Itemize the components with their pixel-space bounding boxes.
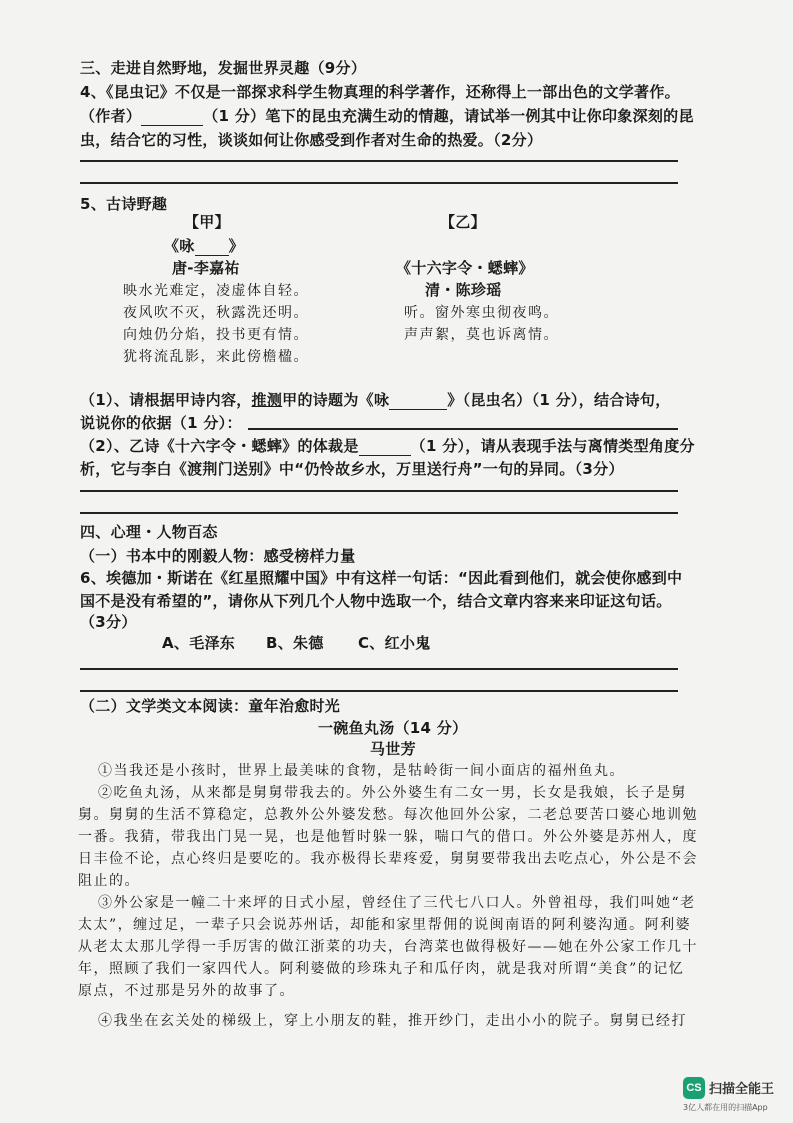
poem-yi-line: 声声絮，莫也诉离情。 <box>404 327 559 343</box>
story-title: 一碗鱼丸汤（14 分） <box>318 719 468 737</box>
story-paragraph-line: 原点，不过那是另外的故事了。 <box>78 983 295 999</box>
poem-jia-line: 夜风吹不灭，秋露洗还明。 <box>123 305 309 321</box>
q4-answer-line-2[interactable] <box>80 182 678 184</box>
question-4-line-3: 虫，结合它的习性，谈谈如何让你感受到作者对生命的热爱。（2分） <box>80 131 543 149</box>
q4-line-2-rest: （1 分）笔下的昆虫充满生动的情趣，请试举一例其中让你印象深刻的昆 <box>203 107 694 125</box>
poem-jia-label: 【甲】 <box>184 213 230 231</box>
poem-jia-line: 向烛仍分焰，投书更有情。 <box>123 327 309 343</box>
q6-answer-line-1[interactable] <box>80 668 678 670</box>
q5-sub2-line-2: 析，它与李白《渡荆门送别》中“仍怜故乡水，万里送行舟”一句的异同。（3分） <box>80 460 624 478</box>
option-c[interactable]: C、红小鬼 <box>358 634 431 652</box>
poem-jia-body <box>123 280 309 368</box>
q5-genre-blank[interactable] <box>359 439 411 456</box>
poem-jia-title <box>164 236 244 256</box>
story-paragraph-line: ③外公家是一幢二十来坪的日式小屋，曾经住了三代七八口人。外曾祖母，我们叫她“老 <box>98 895 696 911</box>
scanner-logo-icon: CS <box>683 1077 705 1099</box>
story-paragraph-line: 年，照顾了我们一家四代人。阿利婆做的珍珠丸子和瓜仔肉，就是我对所谓“美食”的记忆 <box>78 961 685 977</box>
section-four-sub-2: （二）文学类文本阅读：童年治愈时光 <box>80 697 341 715</box>
section-four-heading: 四、心理・人物百态 <box>80 523 218 541</box>
q5-sub2-text-a: （2）、乙诗《十六字令・蟋蟀》的体裁是 <box>80 437 359 455</box>
section-four-sub-1: （一）书本中的刚毅人物：感受榜样力量 <box>80 547 356 565</box>
story-paragraph-line: 太太”，缠过足，一辈子只会说苏州话，却能和家里帮佣的说闽南语的阿利婆沟通。阿利婆 <box>78 917 692 933</box>
q5-answer-line-2[interactable] <box>80 512 678 514</box>
story-paragraph-line: ④我坐在玄关处的梯级上，穿上小朋友的鞋，推开纱门，走出小小的院子。舅舅已经打 <box>98 1013 687 1029</box>
story-paragraph-line: 舅。舅舅的生活不算稳定，总教外公外婆发愁。每次他回外公家，二老总要苦口婆心地训勉 <box>78 807 698 823</box>
scanner-tagline: 3亿人都在用的扫描App <box>683 1103 768 1112</box>
story-paragraph-line: ①当我还是小孩时，世界上最美味的食物，是牯岭街一间小面店的福州鱼丸。 <box>98 763 625 779</box>
q6-answer-line-2[interactable] <box>80 690 678 692</box>
poem-jia-title-end: 》 <box>228 237 244 255</box>
q4-answer-line-1[interactable] <box>80 160 678 162</box>
poem-yi-title: 《十六字令・蟋蟀》 <box>396 259 534 277</box>
story-paragraph-line: 一番。我猜，带我出门晃一晃，也是他暂时躲一躲，喘口气的借口。外公外婆是苏州人，度 <box>78 829 698 845</box>
q4-author-blank[interactable] <box>141 109 203 126</box>
q5-sub2-text-b: （1 分），请从表现手法与离情类型角度分 <box>410 437 695 455</box>
story-paragraph-line: ②吃鱼丸汤，从来都是舅舅带我去的。外公外婆生有二女一男，长女是我娘，长子是舅 <box>98 785 687 801</box>
q5-insect-blank[interactable] <box>389 393 447 410</box>
question-6-line-1: 6、埃德加・斯诺在《红星照耀中国》中有这样一句话：“因此看到他们，就会使你感到中 <box>80 569 683 587</box>
q4-author-prompt: （作者） <box>80 107 142 125</box>
story-paragraph-line: 日丰俭不论，点心终归是要吃的。我亦极得长辈疼爱，舅舅要带我出去吃点心，外公是不会 <box>78 851 698 867</box>
question-6-line-3: （3分） <box>80 613 137 631</box>
scanner-app-name: 扫描全能王 <box>709 1082 775 1097</box>
story-paragraph-line: 阻止的。 <box>78 873 140 889</box>
q5-sub1-emphasis: 推测 <box>251 391 283 409</box>
q5-sub1-text-c: 甲的诗题为《咏 <box>282 391 390 409</box>
section-three-heading: 三、走进自然野地，发掘世界灵趣（9分） <box>80 59 367 77</box>
q5-sub1-text-d: 》（昆虫名）（1 分），结合诗句， <box>447 391 671 409</box>
q5-sub1-text-a: （1）、请根据甲诗内容， <box>80 391 252 409</box>
poem-yi-line: 听。窗外寒虫彻夜鸣。 <box>404 305 559 321</box>
q5-sub1-line-1 <box>80 390 671 410</box>
poem-jia-line: 犹将流乱影，来此傍檐楹。 <box>123 349 309 365</box>
option-b[interactable]: B、朱德 <box>266 634 324 652</box>
q5-sub1-line-2: 说说你的依据（1 分）： <box>80 414 242 432</box>
question-5-heading: 5、古诗野趣 <box>80 195 168 213</box>
poem-jia-author: 唐-李嘉祐 <box>172 259 240 277</box>
option-a[interactable]: A、毛泽东 <box>162 634 236 652</box>
story-paragraph-line: 从老太太那儿学得一手厉害的做江浙菜的功夫，台湾菜也做得极好——她在外公家工作几十 <box>78 939 698 955</box>
poem-yi-body <box>404 302 559 346</box>
scanner-watermark <box>683 1075 793 1120</box>
poem-jia-title-start: 《咏 <box>164 237 195 255</box>
q5-sub1-answer-line[interactable] <box>248 428 678 430</box>
poem-jia-line: 映水光难定，凌虚体自轻。 <box>123 283 309 299</box>
story-author: 马世芳 <box>370 740 416 758</box>
question-4-line-1: 4、《昆虫记》不仅是一部探求科学生物真理的科学著作，还称得上一部出色的文学著作。 <box>80 83 680 101</box>
poem-yi-author: 清・陈珍瑶 <box>425 281 502 299</box>
q5-sub2-line-1 <box>80 436 695 456</box>
poem-jia-title-blank[interactable] <box>195 239 229 256</box>
question-6-line-2: 国不是没有希望的”，请你从下列几个人物中选取一个，结合文章内容来来印证这句话。 <box>80 592 672 610</box>
question-4-line-2 <box>80 106 694 126</box>
poem-yi-label: 【乙】 <box>440 213 486 231</box>
q5-answer-line-1[interactable] <box>80 490 678 492</box>
